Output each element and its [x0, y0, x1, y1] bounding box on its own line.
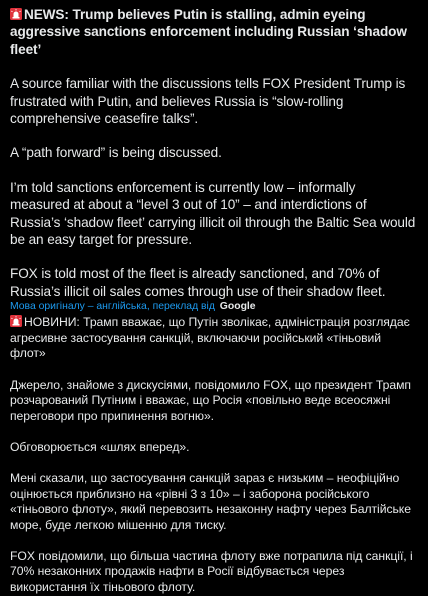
paragraph-sanctions: I’m told sanctions enforcement is currently low – informally measured at about a “level 3 out of 10” – and interdictions of Russia’s ‘shadow fleet’ carrying illicit oil through the Baltic Sea would be an easy target for pressure.	[10, 179, 416, 248]
paragraph-fleet: FOX is told most of the fleet is already sanctioned, and 70% of Russia’s illicit oil sales comes through use of their shadow fleet.	[10, 266, 386, 299]
post-headline	[10, 6, 418, 58]
translated-paragraph-fleet: FOX повідомили, що більша частина флоту вже потрапила під санкції, і 70% незаконних продажів нафти в Росії відбувається через використання їх тіньового флоту.	[10, 548, 413, 594]
translated-headline-text: НОВИНИ: Трамп вважає, що Путін зволікає, адміністрація розглядає агресивне застосування санкцій, включаючи російський «тіньовий флот»	[10, 315, 410, 361]
google-logo: Google	[219, 301, 256, 313]
translation-note-text[interactable]: Мова оригіналу – англійська, переклад від	[10, 301, 215, 313]
translated-paragraph-path-forward: Обговорюється «шлях вперед».	[10, 439, 190, 454]
translation-note[interactable]	[10, 300, 418, 313]
headline-text: NEWS: Trump believes Putin is stalling, admin eyeing aggressive sanctions enforcement including Russian ‘shadow fleet’	[10, 7, 407, 57]
translated-paragraph-source: Джерело, знайоме з дискусіями, повідомило FOX, що президент Трамп розчарований Путіним і вважає, що Росія «повільно веде всеосяжні переговори про припинення вогню».	[10, 377, 411, 423]
original-post-text	[10, 6, 418, 300]
translated-post-text	[10, 315, 418, 595]
rotating-light-icon	[10, 8, 22, 20]
paragraph-path-forward: A “path forward” is being discussed.	[10, 145, 222, 161]
translated-headline	[10, 315, 418, 362]
translated-paragraph-sanctions: Мені сказали, що застосування санкцій зараз є низьким – неофіційно оцінюється приблизно на «рівні 3 з 10» – і заборона російського «тіньового флоту», який перевозить незаконну нафту через Балтійське море, буде легкою мішенню для тиску.	[10, 470, 411, 532]
paragraph-source: A source familiar with the discussions tells FOX President Trump is frustrated with Putin, and believes Russia is “slow-rolling comprehensive ceasefire talks”.	[10, 76, 406, 127]
rotating-light-icon	[10, 315, 22, 327]
